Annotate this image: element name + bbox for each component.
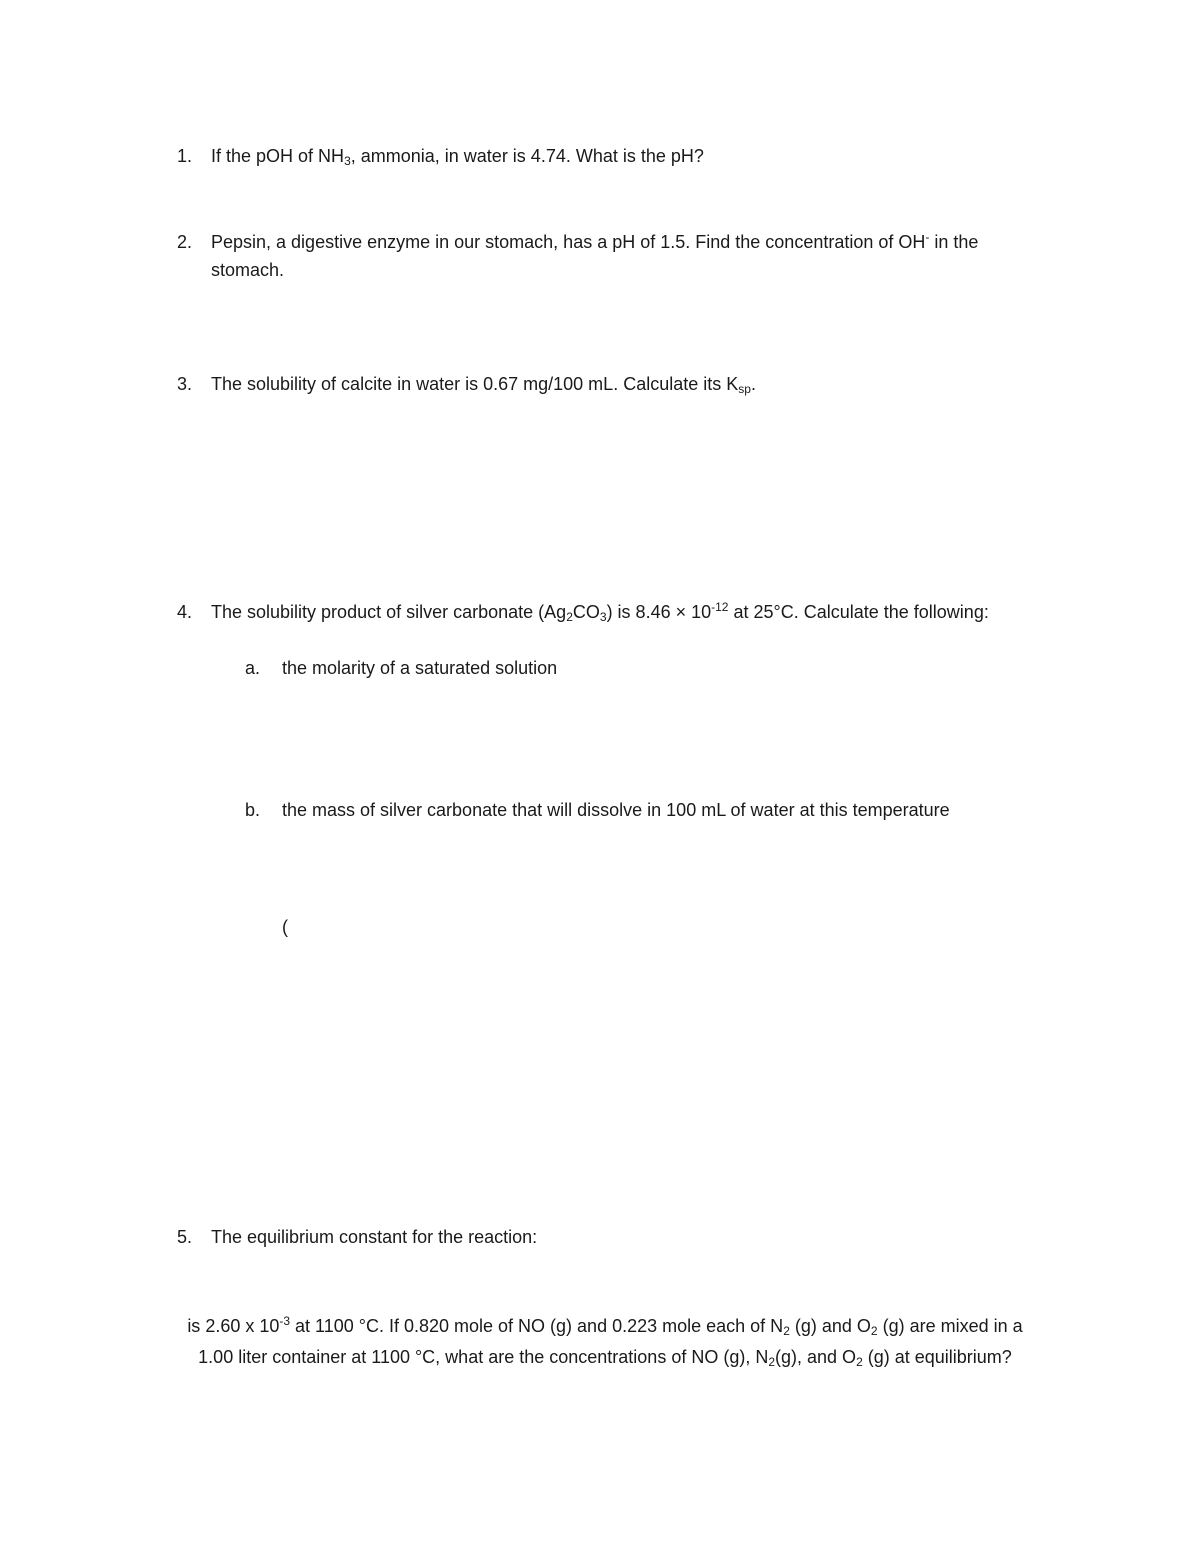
part-text: the molarity of a saturated solution [282, 658, 558, 678]
question-number: 5. [176, 1227, 192, 1247]
question-number: 3. [176, 374, 192, 394]
question-text: Pepsin, a digestive enzyme in our stomach, has a pH of 1.5. Find the concentration of OH- in the [211, 230, 979, 252]
question-text: The solubility of calcite in water is 0.67 mg/100 mL. Calculate its $K_{sp}$. [211, 374, 756, 396]
question-2-continued: stomach. [211, 260, 285, 280]
question-text: The equilibrium constant for the reaction: [211, 1227, 538, 1247]
question-text: The solubility product of silver carbonate $(Ag_2CO_3)$ is $8.46 \times 10^{-12}$ at 25°C. Calculate the following: [211, 600, 989, 624]
question-text: If the pOH of $NH_3$, ammonia, in water is 4.74. What is the pH? [211, 146, 704, 168]
part-label: b. [245, 800, 261, 820]
stray-mark: ( [282, 917, 288, 937]
question-number: 4. [176, 602, 192, 622]
question-5-body-line-1: is 2.60 x $10^{-3}$ at 1100 °C. If 0.820 mole of NO (g) and 0.223 mole each of $N_2$ (g) and $O_2$ (g) are mixed in a [187, 1314, 1023, 1338]
question-number: 2. [176, 232, 192, 252]
part-label: a. [245, 658, 261, 678]
question-5-body-line-2: 1.00 liter container at 1100 °C, what are the concentrations of NO (g), $N_2(g)$, and $O_2$ (g) at equilibrium? [198, 1347, 1012, 1369]
part-text: the mass of silver carbonate that will dissolve in 100 mL of water at this temperature [282, 800, 950, 820]
question-number: 1. [176, 146, 192, 166]
